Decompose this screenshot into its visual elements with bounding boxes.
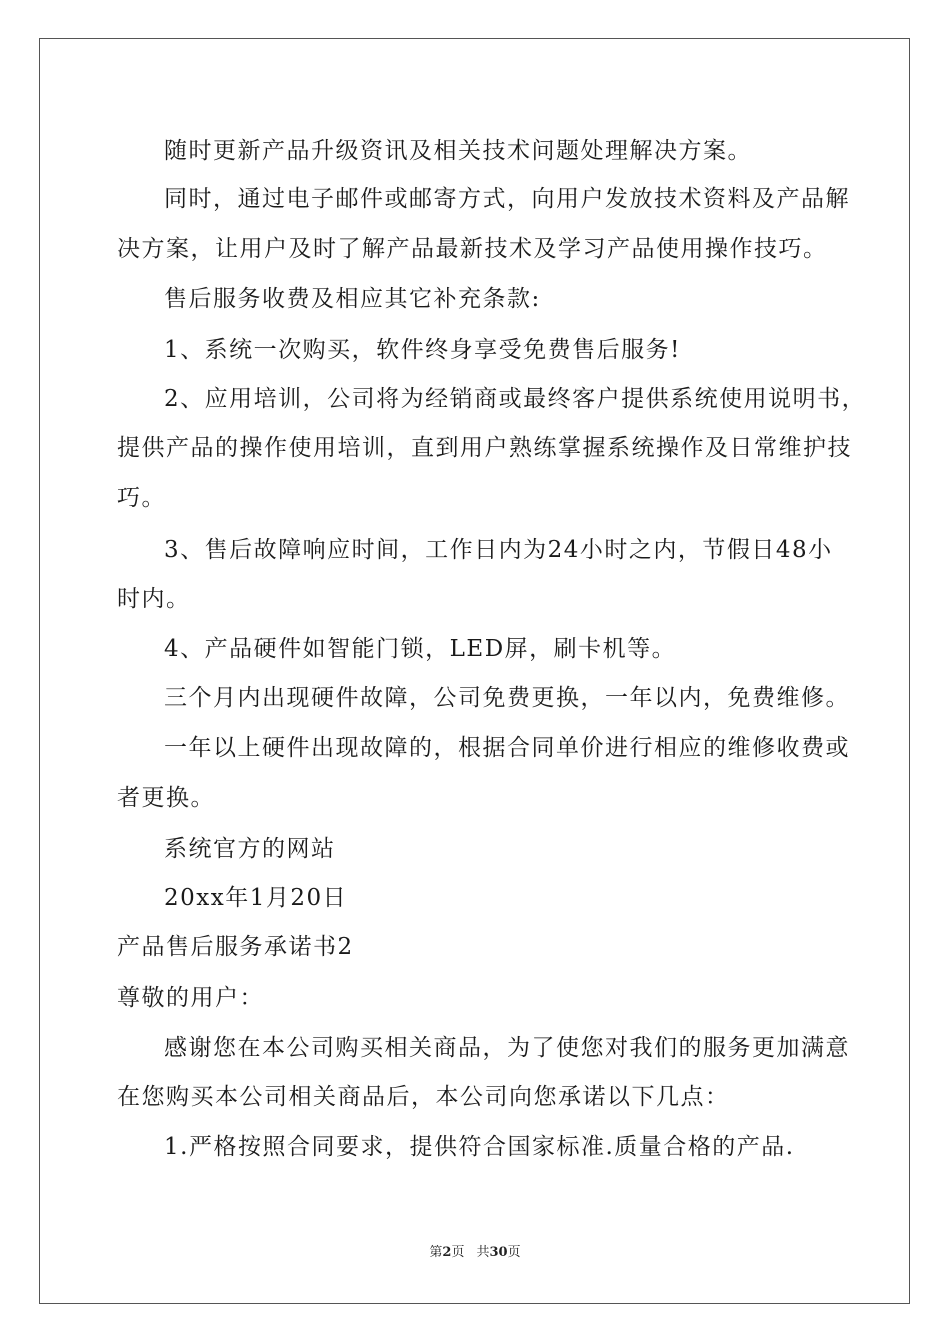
body-line-7: 提供产品的操作使用培训，直到用户熟练掌握系统操作及日常维护技 [117, 435, 852, 461]
body-line-20: 在您购买本公司相关商品后，本公司向您承诺以下几点： [117, 1084, 730, 1110]
body-line-8: 巧。 [117, 485, 166, 511]
salutation: 尊敬的用户： [117, 985, 264, 1011]
body-line-11: 4、产品硬件如智能门锁，LED屏，刷卡机等。 [164, 636, 677, 662]
body-line-21: 1.严格按照合同要求，提供符合国家标准.质量合格的产品. [164, 1134, 795, 1160]
footer-page-total: 30 [489, 1245, 508, 1260]
footer-page-prefix: 第 [429, 1245, 443, 1260]
body-line-14: 者更换。 [117, 785, 215, 811]
body-line-13: 一年以上硬件出现故障的，根据合同单价进行相应的维修收费或 [164, 735, 850, 761]
body-line-5: 1、系统一次购买，软件终身享受免费售后服务! [164, 337, 681, 363]
page-frame [39, 38, 910, 1304]
body-line-3: 决方案，让用户及时了解产品最新技术及学习产品使用操作技巧。 [117, 236, 828, 262]
footer-total-prefix: 共 [476, 1245, 490, 1260]
footer-total-suffix: 页 [507, 1245, 521, 1260]
body-line-15: 系统官方的网站 [164, 836, 336, 862]
body-line-9: 3、售后故障响应时间，工作日内为24小时之内，节假日48小 [164, 537, 833, 563]
date-line: 20xx年1月20日 [164, 885, 348, 911]
body-line-12: 三个月内出现硬件故障，公司免费更换，一年以内，免费维修。 [164, 685, 850, 711]
section-heading: 产品售后服务承诺书2 [117, 934, 354, 960]
body-line-10: 时内。 [117, 586, 191, 612]
footer-page-current: 2 [442, 1245, 452, 1260]
page-footer [0, 1244, 950, 1262]
body-line-6: 2、应用培训，公司将为经销商或最终客户提供系统使用说明书， [164, 386, 867, 412]
body-line-2: 同时，通过电子邮件或邮寄方式，向用户发放技术资料及产品解 [164, 186, 850, 212]
body-line-19: 感谢您在本公司购买相关商品，为了使您对我们的服务更加满意 [164, 1035, 850, 1061]
body-line-1: 随时更新产品升级资讯及相关技术问题处理解决方案。 [164, 138, 752, 164]
footer-page-suffix: 页 [451, 1245, 465, 1260]
body-line-4: 售后服务收费及相应其它补充条款: [164, 286, 541, 312]
